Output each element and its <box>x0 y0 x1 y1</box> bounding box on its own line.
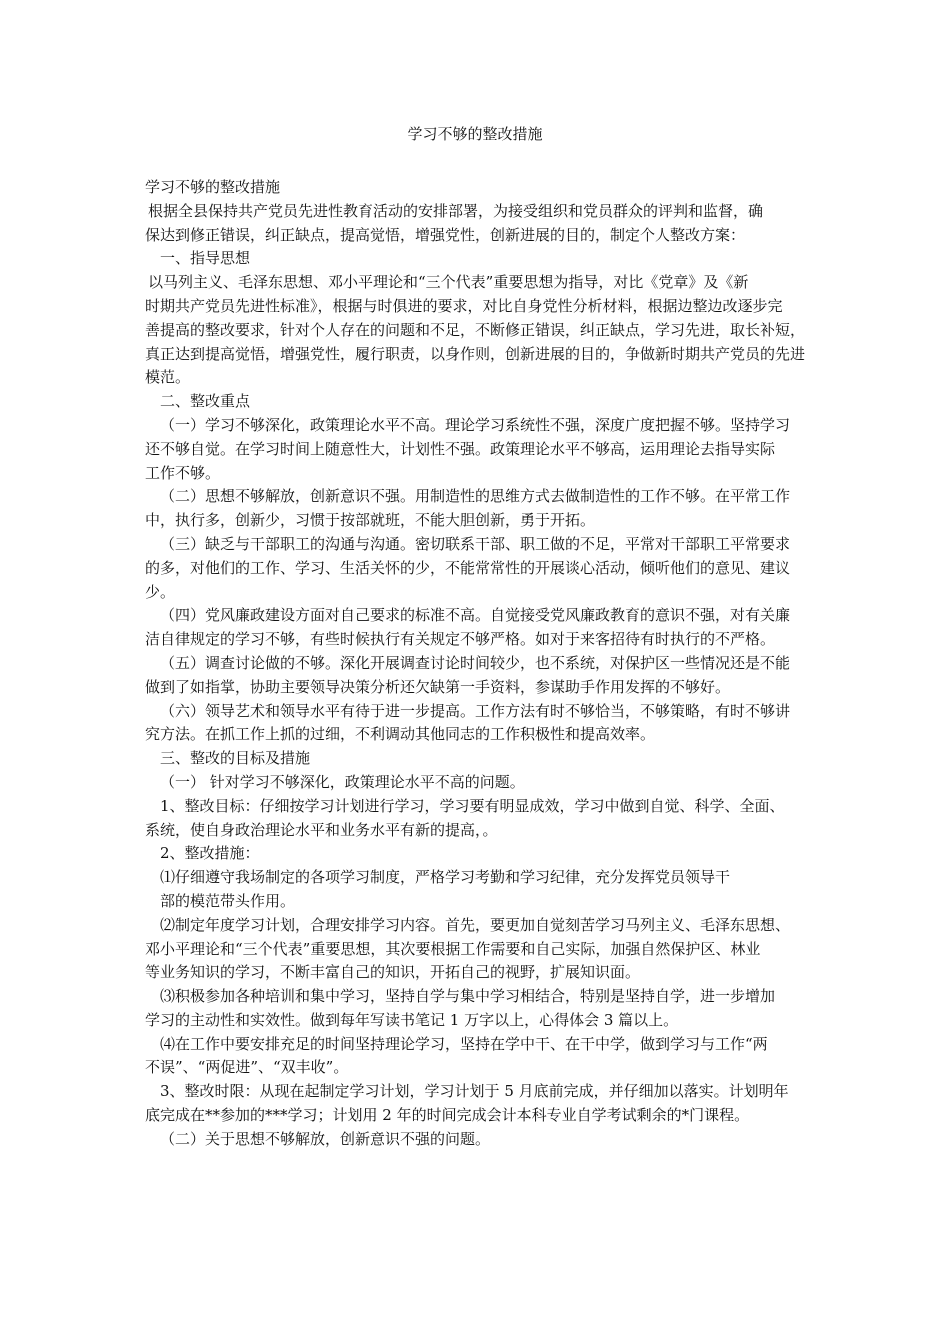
body-text-line: 二、整改重点 <box>160 392 251 411</box>
document-title: 学习不够的整改措施 <box>407 125 543 143</box>
body-text-line: ⑷在工作中要安排充足的时间坚持理论学习，坚持在学中干、在干中学，做到学习与工作“两 <box>160 1034 768 1053</box>
body-text-line: 时期共产党员先进性标准》，根据与时俱进的要求，对比自身党性分析材料，根据边整边改逐步完 <box>145 296 783 315</box>
body-text-line: （一） 针对学习不够深化，政策理论水平不高的问题。 <box>160 772 525 791</box>
body-text-line: 学习不够的整改措施 <box>145 178 281 196</box>
body-text-line: 少。 <box>145 582 176 601</box>
body-text-line: 工作不够。 <box>145 463 221 482</box>
body-text-line: 不误”、“两促进”、“双丰收”。 <box>145 1058 349 1077</box>
body-text-line: （六）领导艺术和领导水平有待于进一步提高。工作方法有时不够恰当，不够策略，有时不够讲 <box>160 701 791 720</box>
body-text-line: ⑵制定年度学习计划，合理安排学习内容。首先，要更加自觉刻苦学习马列主义、毛泽东思想、 <box>160 915 791 934</box>
body-text-line: 模范。 <box>145 368 191 387</box>
body-text-line: （四）党风廉政建设方面对自己要求的标准不高。自觉接受党风廉政教育的意识不强，对有关廉 <box>160 606 791 625</box>
body-text-line: （一）学习不够深化，政策理论水平不高。理论学习系统性不强，深度广度把握不够。坚持学习 <box>160 415 791 434</box>
body-text-line: 等业务知识的学习，不断丰富自己的知识，开拓自己的视野，扩展知识面。 <box>145 963 641 982</box>
document-body <box>145 176 813 1152</box>
body-text-line: 学习的主动性和实效性。做到每年写读书笔记 1 万字以上，心得体会 3 篇以上。 <box>145 1010 679 1029</box>
body-text-line: 系统，使自身政治理论水平和业务水平有新的提高，。 <box>145 820 498 839</box>
body-text-line: 真正达到提高觉悟，增强党性，履行职责，以身作则，创新进展的目的，争做新时期共产党员的先进 <box>145 344 806 363</box>
body-text-line: 根据全县保持共产党员先进性教育活动的安排部署，为接受组织和党员群众的评判和监督，确 <box>148 201 764 220</box>
body-text-line: 中，执行多，创新少，习惯于按部就班，不能大胆创新，勇于开拓。 <box>145 511 596 530</box>
body-text-line: 一、指导思想 <box>160 249 251 268</box>
body-text-line: 还不够自觉。在学习时间上随意性大，计划性不强。政策理论水平不够高，运用理论去指导实际 <box>145 439 776 458</box>
body-text-line: 善提高的整改要求，针对个人存在的问题和不足，不断修正错误，纠正缺点，学习先进，取长补短， <box>145 320 806 339</box>
body-text-line: 邓小平理论和“三个代表”重要思想，其次要根据工作需要和自己实际，加强自然保护区、林业 <box>145 939 761 958</box>
body-text-line: 部的模范带头作用。 <box>160 891 296 910</box>
body-text-line: 洁自律规定的学习不够，有些时候执行有关规定不够严格。如对于来客招待有时执行的不严格。 <box>145 630 776 649</box>
body-text-line: 以马列主义、毛泽东思想、邓小平理论和“三个代表”重要思想为指导，对比《党章》及《新 <box>148 273 749 292</box>
body-text-line: （二）思想不够解放，创新意识不强。用制造性的思维方式去做制造性的工作不够。在平常工作 <box>160 487 791 506</box>
body-text-line: （五）调查讨论做的不够。深化开展调查讨论时间较少，也不系统，对保护区一些情况还是不能 <box>160 653 791 672</box>
body-text-line: 做到了如指掌，协助主要领导决策分析还欠缺第一手资料，参谋助手作用发挥的不够好。 <box>145 677 731 696</box>
body-text-line: 3、整改时限：从现在起制定学习计划，学习计划于 5 月底前完成，并仔细加以落实。计划明年 <box>160 1082 789 1101</box>
body-text-line: 究方法。在抓工作上抓的过细，不利调动其他同志的工作积极性和提高效率。 <box>145 725 656 744</box>
body-text-line: 的多，对他们的工作、学习、生活关怀的少，不能常常性的开展谈心活动，倾听他们的意见、建议 <box>145 558 791 577</box>
body-text-line: 1、整改目标：仔细按学习计划进行学习，学习要有明显成效，学习中做到自觉、科学、全面、 <box>160 796 785 815</box>
body-text-line: 2、整改措施： <box>160 844 260 863</box>
body-text-line: （二）关于思想不够解放，创新意识不强的问题。 <box>160 1129 491 1148</box>
body-text-line: 底完成在**参加的***学习；计划用 2 年的时间完成会计本科专业自学考试剩余的*门课程。 <box>145 1106 750 1125</box>
body-text-line: ⑴仔细遵守我场制定的各项学习制度，严格学习考勤和学习纪律，充分发挥党员领导干 <box>160 868 731 887</box>
body-text-line: （三）缺乏与干部职工的沟通与沟通。密切联系干部、职工做的不足，平常对干部职工平常要求 <box>160 534 791 553</box>
body-text-line: ⑶积极参加各种培训和集中学习，坚持自学与集中学习相结合，特别是坚持自学，进一步增加 <box>160 987 776 1006</box>
body-text-line: 保达到修正错误，纠正缺点，提高觉悟，增强党性，创新进展的目的，制定个人整改方案： <box>145 225 746 244</box>
body-text-line: 三、整改的目标及措施 <box>160 749 311 768</box>
